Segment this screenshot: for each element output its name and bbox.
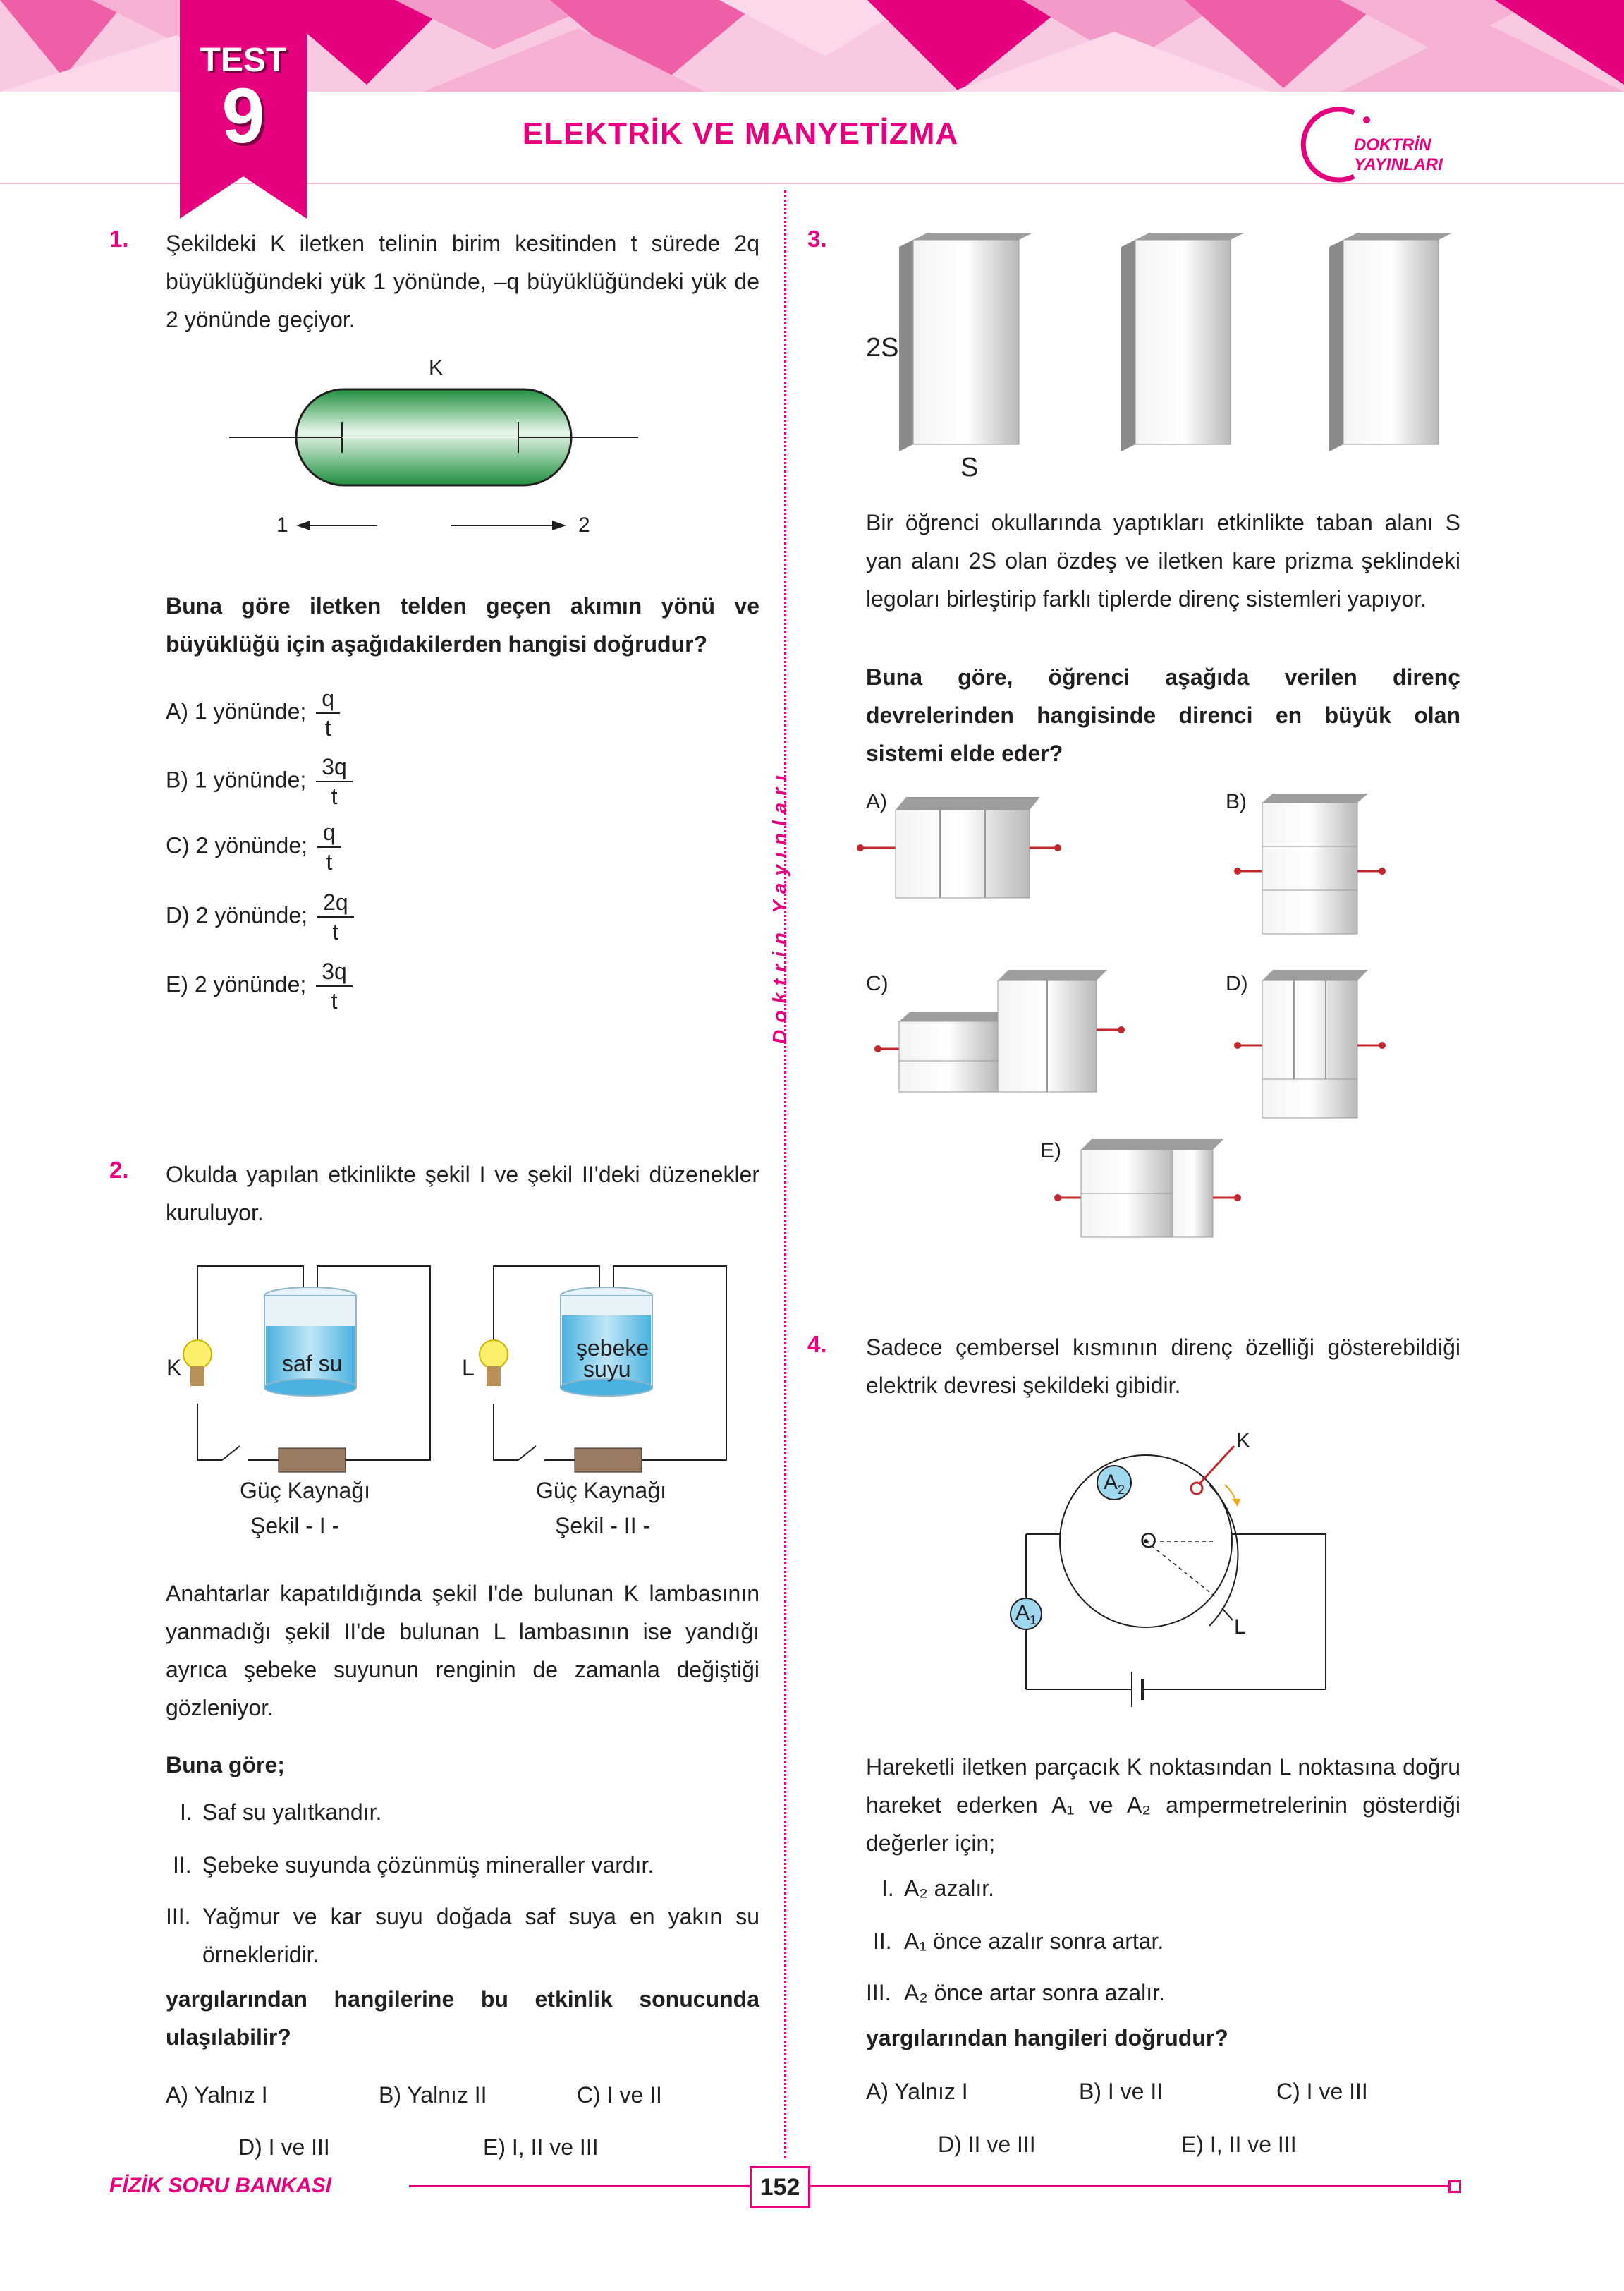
q4-a2-sub: 2: [1118, 1483, 1125, 1497]
footer-rule-left: [409, 2185, 750, 2187]
q1-option-e-num: 3q: [316, 957, 353, 987]
q4-option-a[interactable]: A) Yalnız I: [866, 2079, 968, 2104]
q3-option-b-label[interactable]: B): [1226, 790, 1247, 813]
q1-option-d[interactable]: [166, 888, 354, 946]
q2-fig2-lamp-label: L: [462, 1355, 475, 1380]
q3-option-a-label[interactable]: A): [866, 790, 887, 813]
q4-statement-1-num: I.: [881, 1876, 894, 1901]
q1-label-dir1: 1: [276, 514, 288, 537]
q3-text: Bir öğrenci okullarında yaptıkları etkinlikte taban alanı S yan alanı 2S olan özdeş ve iletken kare prizma şeklindeki legoları birleştirip farklı tiplerde direnç sistemleri yapıyor.: [866, 510, 1460, 612]
footer-book-title: FİZİK SORU BANKASI: [109, 2174, 331, 2197]
q3-option-c-label[interactable]: C): [866, 972, 889, 995]
q3-option-d-label[interactable]: D): [1226, 972, 1248, 995]
q2-statement-3: Yağmur ve kar suyu doğada saf suya en yakın su örnekleridir.: [202, 1904, 759, 1967]
q1-option-a-num: q: [316, 684, 340, 714]
q4-a1-letter: A: [1015, 1601, 1030, 1624]
q1-option-c-num: q: [317, 818, 341, 848]
q3-option-e-label[interactable]: E): [1040, 1139, 1061, 1162]
q3-option-c-figure[interactable]: [874, 966, 1142, 1097]
q3-question: Buna göre, öğrenci aşağıda verilen direnç devrelerinden hangisinde direnci en büyük olan sistemi elde eder?: [866, 664, 1460, 766]
q2-statement-3-num: III.: [166, 1904, 191, 1929]
q1-option-b-label: B) 1 yönünde;: [166, 767, 307, 793]
q2-option-b[interactable]: B) Yalnız II: [379, 2082, 487, 2108]
q3-option-b-figure[interactable]: [1234, 790, 1417, 952]
publisher-logo-text: [1354, 135, 1474, 175]
q4-statement-3: A₂ önce artar sonra azalır.: [904, 1980, 1165, 2005]
q2-text: Okulda yapılan etkinlikte şekil I ve şekil II'deki düzenekler kuruluyor.: [166, 1162, 759, 1225]
q2-question: yargılarından hangilerine bu etkinlik sonucunda ulaşılabilir?: [166, 1986, 759, 2050]
q1-option-d-label: D) 2 yönünde;: [166, 902, 308, 928]
q2-option-d[interactable]: D) I ve III: [238, 2134, 330, 2160]
q2-statement-2: Şebeke suyunda çözünmüş mineraller vardır.: [202, 1852, 654, 1878]
q1-option-d-den: t: [332, 919, 339, 944]
publisher-logo-label: DOKTRİN YAYINLARI: [1354, 135, 1443, 174]
q1-question: Buna göre iletken telden geçen akımın yönü ve büyüklüğü için aşağıdakilerden hangisi doğrudur?: [166, 593, 759, 657]
q2-fig2-caption: Şekil - II -: [555, 1513, 651, 1538]
q4-statement-2: A₁ önce azalır sonra artar.: [904, 1928, 1164, 1954]
column-divider: [784, 190, 786, 2158]
q4-circuit-figure: [1005, 1418, 1372, 1714]
q3-label-2s: 2S: [866, 333, 899, 363]
q4-label-a1: [1015, 1601, 1037, 1628]
q2-fig1-source: Güç Kaynağı: [240, 1478, 370, 1503]
q3-label-s: S: [960, 453, 979, 482]
sidebar-brand-text: Doktrin Yayınları: [769, 768, 790, 1044]
footer-rule-end-marker: [1448, 2180, 1461, 2193]
q2-option-c[interactable]: C) I ve II: [577, 2082, 662, 2108]
q4-statement-1: A₂ azalır.: [904, 1876, 995, 1901]
q4-a2-letter: A: [1104, 1471, 1118, 1494]
q2-fig1-caption: Şekil - I -: [250, 1513, 340, 1538]
q2-fig1-lamp-label: K: [166, 1355, 182, 1380]
q1-option-e-label: E) 2 yönünde;: [166, 971, 307, 997]
q1-option-d-num: 2q: [317, 888, 354, 918]
q2-number: 2.: [109, 1157, 129, 1183]
q2-statement-1: Saf su yalıtkandır.: [202, 1799, 382, 1825]
q2-observation: Anahtarlar kapatıldığında şekil I'de bulunan K lambasının yanmadığı şekil II'de bulunan L lambasının ise yandığı ayrıca şebeke suyunun renginin de zamanla değiştiği gözleniyor.: [166, 1581, 759, 1720]
q3-option-e-figure[interactable]: [1054, 1136, 1266, 1277]
q1-option-a[interactable]: [166, 684, 340, 742]
q3-option-a-figure[interactable]: [857, 790, 1054, 903]
q3-prism-figure: [899, 226, 1491, 458]
q4-option-e[interactable]: E) I, II ve III: [1181, 2132, 1297, 2157]
q4-number: 4.: [807, 1331, 827, 1357]
test-number: 9: [221, 73, 265, 159]
q4-question: yargılarından hangileri doğrudur?: [866, 2025, 1228, 2050]
q2-fig2-liquid-line2: suyu: [583, 1356, 631, 1382]
q2-fig1-liquid: saf su: [282, 1351, 343, 1376]
q1-option-b[interactable]: [166, 753, 353, 810]
q2-intro: Buna göre;: [166, 1752, 285, 1778]
q1-option-e[interactable]: [166, 957, 353, 1015]
q1-text: Şekildeki K iletken telinin birim kesitinden t sürede 2q büyüklüğündeki yük 1 yönünde, –q büyüklüğündeki yük de 2 yönünde geçiyor.: [166, 231, 759, 332]
q4-option-b[interactable]: B) I ve II: [1079, 2079, 1164, 2104]
q4-text2: Hareketli iletken parçacık K noktasından L noktasına doğru hareket ederken A₁ ve A₂ ampermetrelerinin gösterdiği değerler için;: [866, 1754, 1460, 1856]
q4-text: Sadece çembersel kısmının direnç özelliği gösterebildiği elektrik devresi şekildeki gibidir.: [866, 1335, 1460, 1398]
q4-label-o: O: [1140, 1529, 1157, 1552]
q1-option-e-den: t: [331, 988, 338, 1014]
q4-statement-2-num: II.: [873, 1928, 892, 1954]
q1-option-b-num: 3q: [316, 753, 353, 782]
q1-option-a-label: A) 1 yönünde;: [166, 698, 307, 724]
q4-label-k: K: [1236, 1429, 1251, 1452]
q1-option-c[interactable]: [166, 818, 341, 876]
q4-option-c[interactable]: C) I ve III: [1276, 2079, 1368, 2104]
q1-conductor-figure: [229, 353, 652, 536]
q1-option-c-label: C) 2 yönünde;: [166, 832, 308, 858]
q3-option-d-figure[interactable]: [1234, 966, 1417, 1129]
q4-label-a2: [1104, 1471, 1125, 1497]
footer-rule-right: [808, 2185, 1450, 2187]
q2-fig2-liquid-line1: şebeke: [576, 1335, 649, 1361]
q2-statement-1-num: I.: [180, 1799, 193, 1825]
q1-number: 1.: [109, 226, 129, 252]
q1-option-a-den: t: [324, 715, 331, 741]
q1-option-b-den: t: [331, 784, 338, 809]
q2-option-a[interactable]: A) Yalnız I: [166, 2082, 268, 2108]
q2-statement-2-num: II.: [173, 1852, 192, 1878]
q4-label-l: L: [1234, 1615, 1246, 1639]
q1-option-c-den: t: [326, 849, 333, 875]
q4-option-d[interactable]: D) II ve III: [938, 2132, 1036, 2157]
page-title: ELEKTRİK VE MANYETİZMA: [522, 116, 959, 151]
q3-number: 3.: [807, 226, 827, 252]
q1-label-k: K: [429, 356, 444, 379]
q4-a1-sub: 1: [1030, 1613, 1037, 1627]
test-label: TEST: [200, 42, 287, 79]
q2-option-e[interactable]: E) I, II ve III: [483, 2134, 599, 2160]
q2-fig2-source: Güç Kaynağı: [536, 1478, 666, 1503]
page-number: 152: [750, 2166, 810, 2208]
q1-label-dir2: 2: [578, 514, 590, 537]
q4-statement-3-num: III.: [866, 1980, 891, 2005]
